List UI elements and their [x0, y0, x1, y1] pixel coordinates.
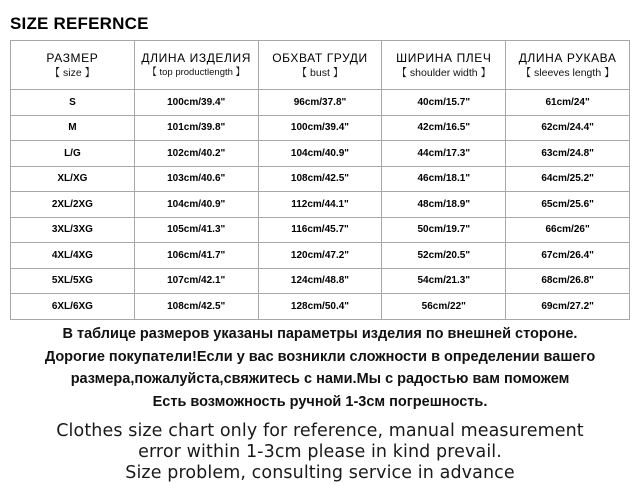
header-sublabel: 【 top productlength 】	[147, 66, 246, 78]
size-cell: 3XL/3XG	[11, 217, 135, 243]
russian-notes	[0, 323, 640, 413]
size-cell: L/G	[11, 141, 135, 167]
note-line: Size problem, consulting service in advance	[125, 463, 515, 483]
shoulder-cell: 44cm/17.3"	[382, 141, 506, 167]
shoulder-cell: 40cm/15.7"	[382, 90, 506, 116]
header-bust	[258, 41, 382, 90]
header-sublabel: 【 shoulder width 】	[396, 66, 492, 79]
length-cell: 105cm/41.3"	[134, 217, 258, 243]
header-label: ДЛИНА ИЗДЕЛИЯ	[141, 50, 251, 65]
bust-cell: 128cm/50.4"	[258, 294, 382, 320]
shoulder-cell: 56cm/22"	[382, 294, 506, 320]
size-cell: 5XL/5XG	[11, 268, 135, 294]
size-cell: 2XL/2XG	[11, 192, 135, 218]
size-cell: S	[11, 90, 135, 116]
table-row	[11, 90, 630, 116]
table-row	[11, 268, 630, 294]
sleeve-cell: 65cm/25.6"	[506, 192, 630, 218]
table-row	[11, 115, 630, 141]
shoulder-cell: 50cm/19.7"	[382, 217, 506, 243]
sleeve-cell: 67cm/26.4"	[506, 243, 630, 269]
header-label: РАЗМЕР	[46, 50, 99, 65]
length-cell: 106cm/41.7"	[134, 243, 258, 269]
header-sublabel: 【 size 】	[49, 66, 96, 79]
header-label: ДЛИНА РУКАВА	[518, 50, 617, 65]
table-row	[11, 192, 630, 218]
bust-cell: 124cm/48.8"	[258, 268, 382, 294]
shoulder-cell: 46cm/18.1"	[382, 166, 506, 192]
header-sublabel: 【 sleeves length 】	[520, 66, 615, 79]
note-line: Clothes size chart only for reference, manual measurement	[56, 421, 584, 441]
header-size	[11, 41, 135, 90]
length-cell: 100cm/39.4"	[134, 90, 258, 116]
length-cell: 101cm/39.8"	[134, 115, 258, 141]
size-cell: XL/XG	[11, 166, 135, 192]
header-length	[134, 41, 258, 90]
length-cell: 107cm/42.1"	[134, 268, 258, 294]
sleeve-cell: 61cm/24"	[506, 90, 630, 116]
bust-cell: 108cm/42.5"	[258, 166, 382, 192]
sleeve-cell: 63cm/24.8"	[506, 141, 630, 167]
length-cell: 102cm/40.2"	[134, 141, 258, 167]
bust-cell: 112cm/44.1"	[258, 192, 382, 218]
header-sublabel: 【 bust 】	[296, 66, 344, 79]
table-row	[11, 166, 630, 192]
sleeve-cell: 68cm/26.8"	[506, 268, 630, 294]
table-row	[11, 141, 630, 167]
bust-cell: 120cm/47.2"	[258, 243, 382, 269]
bust-cell: 104cm/40.9"	[258, 141, 382, 167]
length-cell: 104cm/40.9"	[134, 192, 258, 218]
size-cell: M	[11, 115, 135, 141]
bust-cell: 116cm/45.7"	[258, 217, 382, 243]
header-label: ШИРИНА ПЛЕЧ	[396, 50, 492, 65]
length-cell: 108cm/42.5"	[134, 294, 258, 320]
sleeve-cell: 64cm/25.2"	[506, 166, 630, 192]
table-row	[11, 294, 630, 320]
note-line: В таблице размеров указаны параметры изделия по внешней стороне.	[62, 326, 578, 342]
note-line: Есть возможность ручной 1-3см погрешность.	[152, 393, 488, 410]
sleeve-cell: 69cm/27.2"	[506, 294, 630, 320]
size-cell: 4XL/4XG	[11, 243, 135, 269]
shoulder-cell: 52cm/20.5"	[382, 243, 506, 269]
shoulder-cell: 48cm/18.9"	[382, 192, 506, 218]
bust-cell: 96cm/37.8"	[258, 90, 382, 116]
english-notes	[0, 421, 640, 484]
shoulder-cell: 54cm/21.3"	[382, 268, 506, 294]
bust-cell: 100cm/39.4"	[258, 115, 382, 141]
sleeve-cell: 66cm/26"	[506, 217, 630, 243]
header-sleeve	[506, 41, 630, 90]
size-chart-table	[10, 40, 630, 320]
sleeve-cell: 62cm/24.4"	[506, 115, 630, 141]
table-row	[11, 217, 630, 243]
note-line: error within 1-3cm please in kind prevail.	[138, 442, 502, 462]
note-line: размера,пожалуйста,свяжитесь с нами.Мы с радостью вам поможем	[70, 371, 570, 387]
header-shoulder	[382, 41, 506, 90]
note-line: Дорогие покупатели!Если у вас возникли сложности в определении вашего	[44, 348, 596, 365]
size-cell: 6XL/6XG	[11, 294, 135, 320]
length-cell: 103cm/40.6"	[134, 166, 258, 192]
page-title: SIZE REFERNCE	[10, 14, 149, 33]
shoulder-cell: 42cm/16.5"	[382, 115, 506, 141]
table-row	[11, 243, 630, 269]
header-label: ОБХВАТ ГРУДИ	[272, 50, 368, 65]
table-header-row	[11, 41, 630, 90]
